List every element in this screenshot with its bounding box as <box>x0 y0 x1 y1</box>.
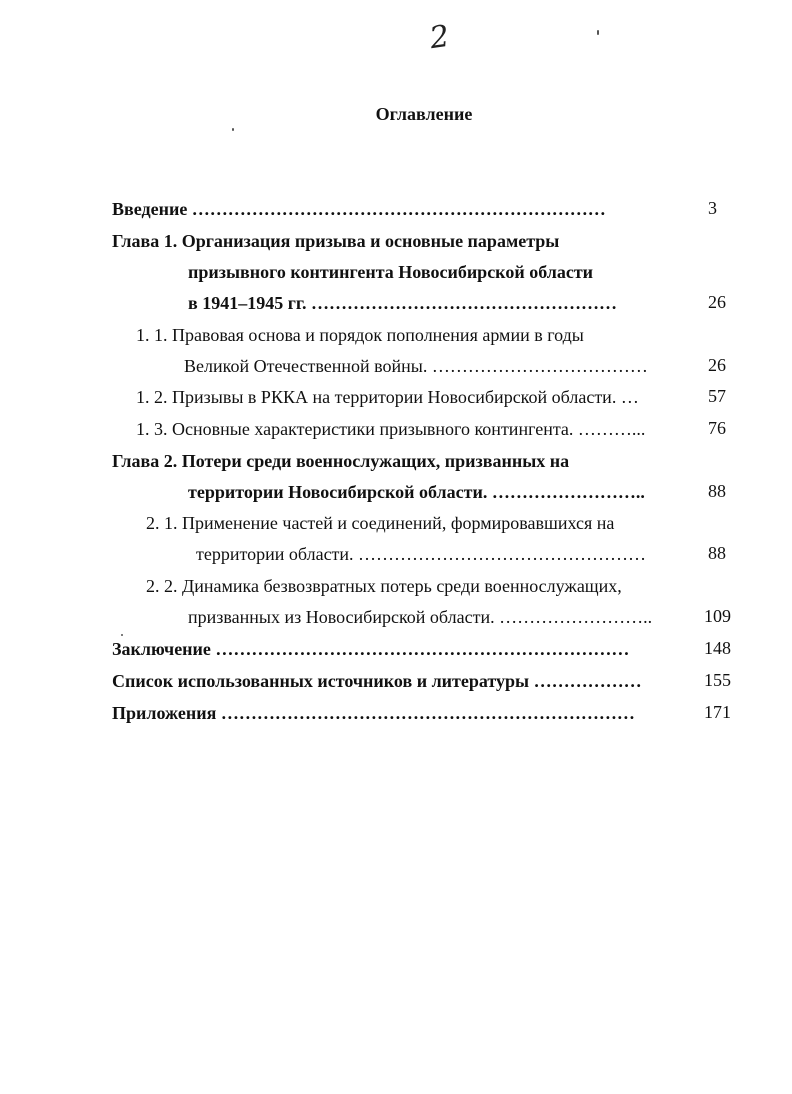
toc-chapter2-page: 88 <box>708 481 726 501</box>
toc-section-1-1-line2: Великой Отечественной войны. ……………………………… <box>184 356 648 376</box>
toc-section-2-1-line1: 2. 1. Применение частей и соединений, формировавшихся на <box>146 513 615 533</box>
toc-chapter1-line3: в 1941–1945 гг. …………………………………………… <box>188 293 618 313</box>
toc-section-2-2-line1: 2. 2. Динамика безвозвратных потерь среди военнослужащих, <box>146 576 622 596</box>
toc-chapter1-page: 26 <box>708 292 726 312</box>
toc-section-2-1-page: 88 <box>708 543 726 563</box>
toc-section-2-2-line2: призванных из Новосибирской области. …………………….. <box>188 607 653 627</box>
toc-chapter2-line2: территории Новосибирской области. …………………….. <box>188 482 645 502</box>
toc-sources-page: 155 <box>704 670 731 690</box>
toc-chapter2-line1: Глава 2. Потери среди военнослужащих, призванных на <box>112 451 570 471</box>
scan-speck <box>121 634 123 636</box>
toc-chapter1-line1: Глава 1. Организация призыва и основные параметры <box>112 231 560 251</box>
toc-appendix-page: 171 <box>704 702 731 722</box>
toc-chapter1-line2: призывного контингента Новосибирской области <box>188 262 594 282</box>
handwritten-page-number: 2 <box>427 18 452 57</box>
scan-speck <box>232 128 234 131</box>
toc-section-2-2-page: 109 <box>704 606 731 626</box>
toc-section-1-1-page: 26 <box>708 355 726 375</box>
toc-section-1-2: 1. 2. Призывы в РККА на территории Новосибирской области. … <box>136 387 639 407</box>
toc-appendix: Приложения …………………………………………………………… <box>112 703 635 723</box>
toc-intro-label: Введение …………………………………………………………… <box>112 199 606 219</box>
toc-intro-page: 3 <box>708 198 717 218</box>
toc-section-2-1-line2: территории области. ………………………………………… <box>196 544 647 564</box>
toc-section-1-3: 1. 3. Основные характеристики призывного контингента. ………... <box>136 419 646 439</box>
page-title: Оглавление <box>375 104 473 124</box>
toc-section-1-2-page: 57 <box>708 386 726 406</box>
scan-speck <box>597 30 599 35</box>
toc-conclusion-page: 148 <box>704 638 731 658</box>
toc-sources: Список использованных источников и литературы ……………… <box>112 671 642 691</box>
toc-conclusion: Заключение …………………………………………………………… <box>112 639 630 659</box>
toc-section-1-3-page: 76 <box>708 418 726 438</box>
toc-section-1-1-line1: 1. 1. Правовая основа и порядок пополнения армии в годы <box>136 325 584 345</box>
